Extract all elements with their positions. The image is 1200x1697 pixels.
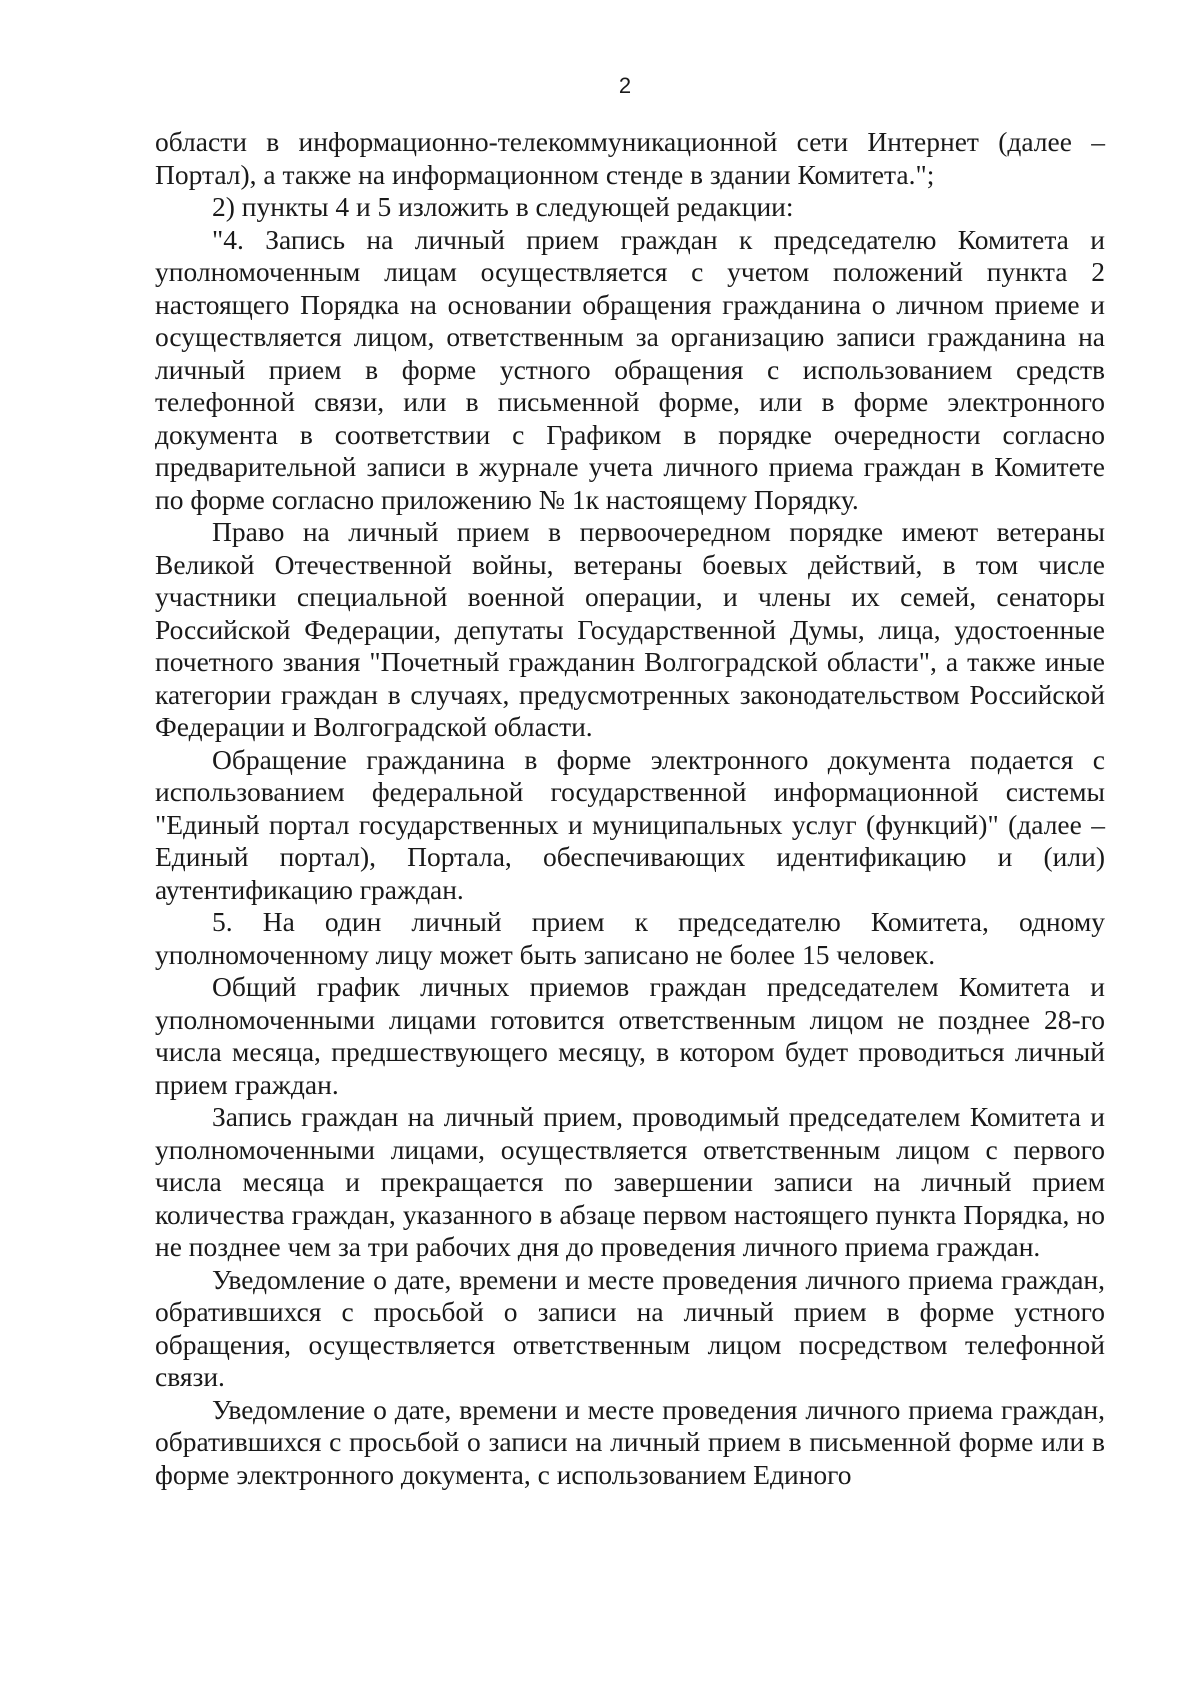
paragraph-point-5: 5. На один личный прием к председателю Комитета, одному уполномоченному лицу может быть записано не более 15 человек.: [155, 906, 1105, 970]
paragraph-general-schedule: Общий график личных приемов граждан председателем Комитета и уполномоченными лицами готовится ответственным лицом не позднее 28-го числа месяца, предшествующего месяцу, в котором будет проводиться личный прием граждан.: [155, 971, 1105, 1100]
document-body: [155, 126, 1105, 1491]
paragraph-point-4: "4. Запись на личный прием граждан к председателю Комитета и уполномоченным лицам осуществляется с учетом положений пункта 2 настоящего Порядка на основании обращения гражданина о личном приеме и осуществляется лицом, ответственным за организацию записи гражданина на личный прием в форме устного обращения с использованием средств телефонной связи, или в письменной форме, или в форме электронного документа в соответствии с Графиком в порядке очередности согласно предварительной записи в журнале учета личного приема граждан в Комитете по форме согласно приложению № 1к настоящему Порядку.: [155, 223, 1105, 515]
page-number: 2: [618, 73, 632, 98]
paragraph-priority-reception: Право на личный прием в первоочередном порядке имеют ветераны Великой Отечественной войны, ветераны боевых действий, в том числе участники специальной военной операции, и члены их семей, сенаторы Российской Федерации, депутаты Государственной Думы, лица, удостоенные почетного звания "Почетный гражданин Волгоградской области", а также иные категории граждан в случаях, предусмотренных законодательством Российской Федерации и Волгоградской области.: [155, 516, 1105, 742]
paragraph-item-2: 2) пункты 4 и 5 изложить в следующей редакции:: [212, 191, 794, 222]
paragraph-registration: Запись граждан на личный прием, проводимый председателем Комитета и уполномоченными лицами, осуществляется ответственным лицом с первого числа месяца и прекращается по завершении записи на личный прием количества граждан, указанного в абзаце первом настоящего пункта Порядка, но не позднее чем за три рабочих дня до проведения личного приема граждан.: [155, 1101, 1105, 1262]
paragraph-notification-phone: Уведомление о дате, времени и месте проведения личного приема граждан, обратившихся с просьбой о записи на личный прием в форме устного обращения, осуществляется ответственным лицом посредством телефонной связи.: [155, 1263, 1105, 1392]
paragraph-notification-written: Уведомление о дате, времени и месте проведения личного приема граждан, обратившихся с просьбой о записи на личный прием в письменной форме или в форме электронного документа, с использованием Единого: [155, 1393, 1105, 1490]
paragraph-electronic-appeal: Обращение гражданина в форме электронного документа подается с использованием федеральной государственной информационной системы "Единый портал государственных и муниципальных услуг (функций)" (далее – Единый портал), Портала, обеспечивающих идентификацию и (или) аутентификацию граждан.: [155, 743, 1105, 905]
paragraph-continuation: области в информационно-телекоммуникационной сети Интернет (далее – Портал), а также на информационном стенде в здании Комитета.";: [155, 126, 1105, 190]
